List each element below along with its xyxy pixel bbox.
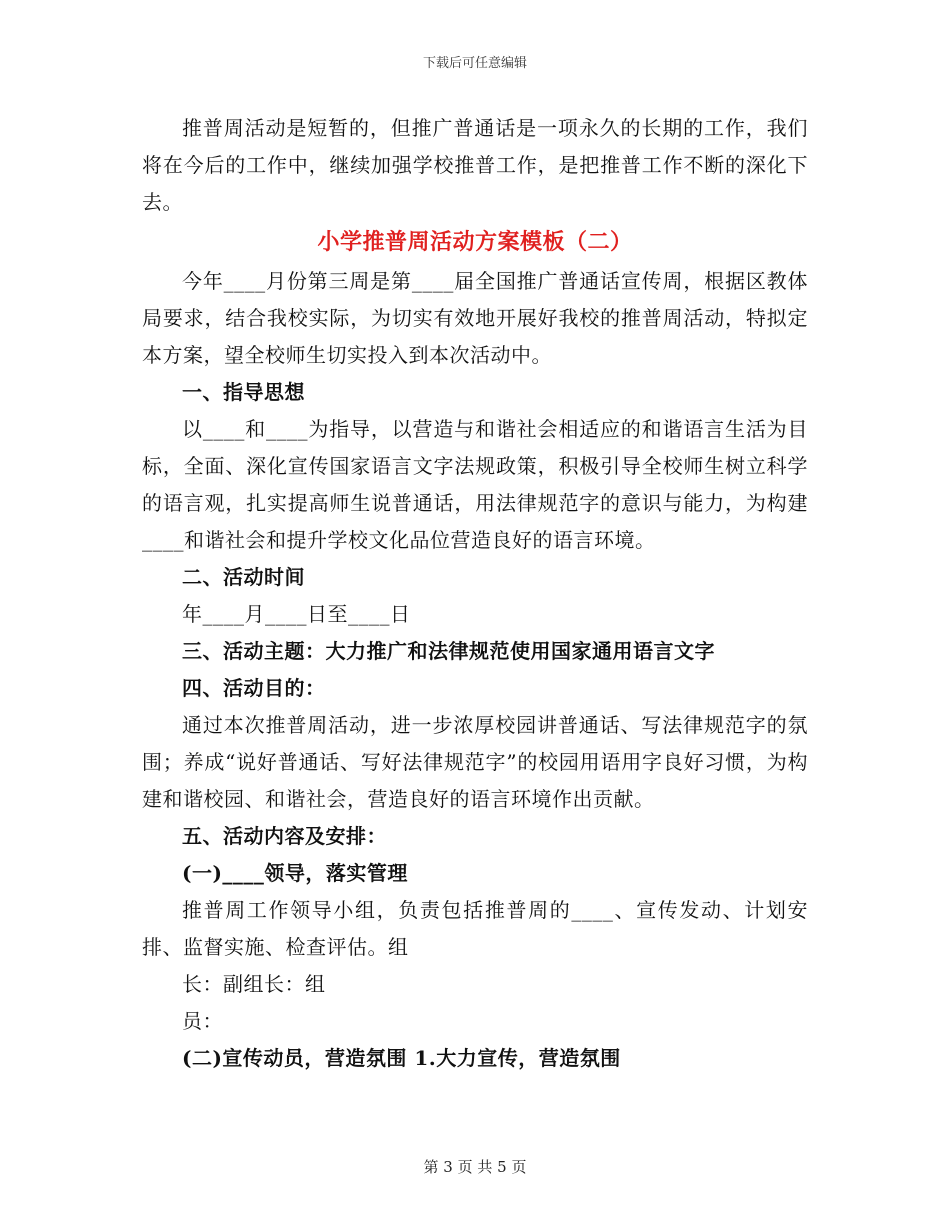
section-heading-activity-purpose: 四、活动目的： [182, 676, 326, 700]
document-title: 小学推普周活动方案模板（二） [317, 229, 633, 255]
page-header: 下载后可任意编辑 [422, 56, 527, 71]
section-heading-activity-theme: 三、活动主题：大力推广和法律规范使用国家通用语言文字 [182, 639, 715, 663]
section-heading-guiding-ideology: 一、指导思想 [182, 380, 305, 404]
section-heading-activity-content: 五、活动内容及安排： [182, 824, 387, 848]
paragraph-activity-purpose: 通过本次推普周活动，进一步浓厚校园讲普通话、写法律规范字的氛围；养成“说好普通话、写好法律规范字”的校园用语用字良好习惯，为构建和谐校园、和谐社会，营造良好的语言环境作出贡献。 [142, 713, 808, 811]
subsection-heading-leadership: (一)____领导，落实管理 [182, 861, 408, 885]
paragraph-activity-time: 年____月____日至____日 [182, 602, 411, 626]
section-heading-activity-time: 二、活动时间 [182, 565, 305, 589]
paragraph-intro: 今年____月份第三周是第____届全国推广普通话宣传周，根据区教体局要求，结合我校实际，为切实有效地开展好我校的推普周活动，特拟定本方案，望全校师生切实投入到本次活动中。 [142, 269, 808, 367]
document-body [142, 110, 808, 1077]
subsection-heading-publicity: (二)宣传动员，营造氛围 1.大力宣传，营造氛围 [182, 1046, 621, 1070]
paragraph-closing: 推普周活动是短暂的，但推广普通话是一项永久的长期的工作，我们将在今后的工作中，继续加强学校推普工作，是把推普工作不断的深化下去。 [142, 116, 808, 214]
paragraph-group-members: 员： [182, 1009, 223, 1033]
paragraph-leadership: 推普周工作领导小组，负责包括推普周的____、宣传发动、计划安排、监督实施、检查评估。组 [142, 898, 808, 959]
paragraph-guiding-ideology: 以____和____为指导，以营造与和谐社会相适应的和谐语言生活为目标，全面、深化宣传国家语言文字法规政策，积极引导全校师生树立科学的语言观，扎实提高师生说普通话，用法律规范字的意识与能力，为构建____和谐社会和提升学校文化品位营造良好的语言环境。 [142, 417, 808, 552]
page-footer: 第 3 页 共 5 页 [423, 1158, 527, 1176]
paragraph-group-leaders: 长：副组长：组 [182, 972, 326, 996]
